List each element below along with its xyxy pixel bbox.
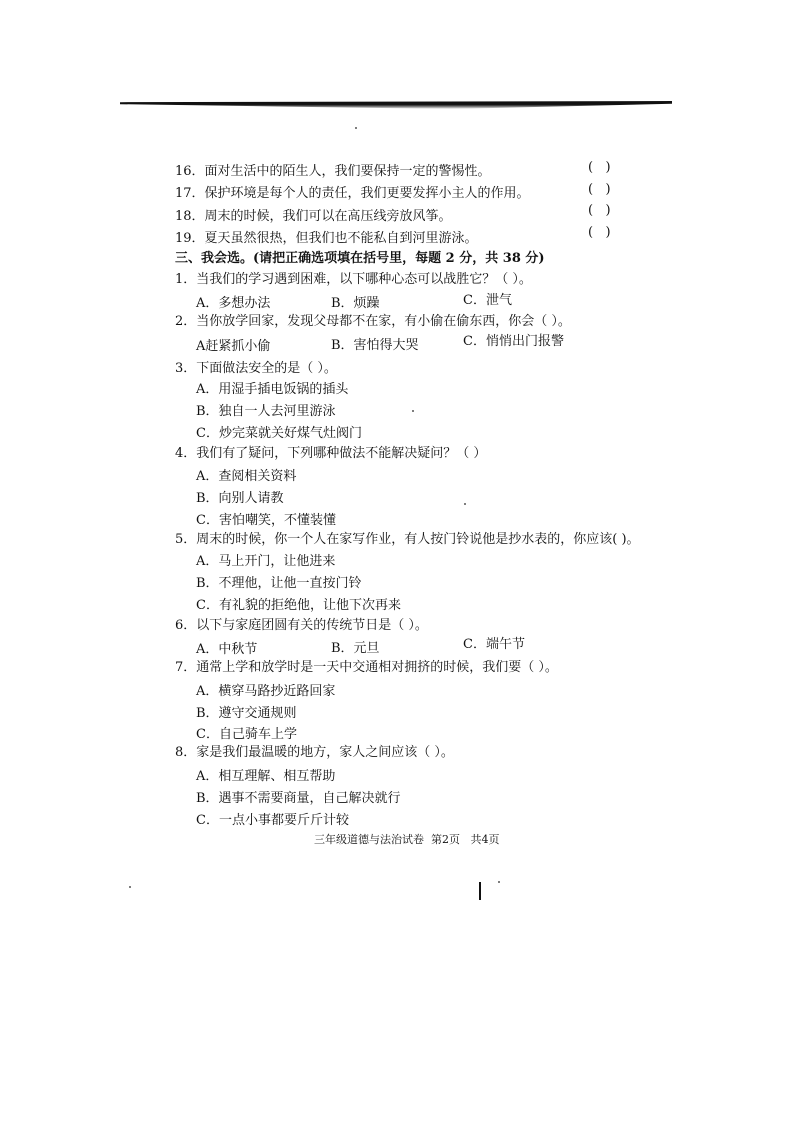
scan-dot xyxy=(498,881,500,883)
scan-mark xyxy=(479,882,481,900)
header-rule xyxy=(120,101,672,109)
question-stem: 5．周末的时候，你一个人在家写作业，有人按门铃说他是抄水表的，你应该( )。 xyxy=(175,532,640,547)
answer-paren-17[interactable]: ( ) xyxy=(588,182,611,197)
option-b: B．独自一人去河里游泳 xyxy=(196,404,336,419)
option-a: A．横穿马路抄近路回家 xyxy=(196,684,336,699)
judge-item-16: 16．面对生活中的陌生人，我们要保持一定的警惕性。 xyxy=(175,164,491,179)
question-stem: 1．当我们的学习遇到困难，以下哪种心态可以战胜它？（ ）。 xyxy=(175,272,532,287)
option-c: C．有礼貌的拒绝他，让他下次再来 xyxy=(196,598,401,613)
answer-paren-16[interactable]: ( ) xyxy=(588,160,611,175)
option-c: C．泄气 xyxy=(463,293,512,308)
question-stem: 4．我们有了疑问，下列哪种做法不能解决疑问？（ ） xyxy=(175,446,487,461)
option-c: C．端午节 xyxy=(463,637,525,652)
section-title: 三、我会选。(请把正确选项填在括号里，每题 2 分，共 38 分) xyxy=(175,251,545,266)
question-stem: 6．以下与家庭团圆有关的传统节日是（ ）。 xyxy=(175,618,428,633)
scan-dot xyxy=(129,886,131,888)
option-b: B．烦躁 xyxy=(331,296,380,311)
judge-item-18: 18．周末的时候，我们可以在高压线旁放风筝。 xyxy=(175,209,452,224)
option-b: B．不理他，让他一直按门铃 xyxy=(196,576,362,591)
option-c: C．一点小事都要斤斤计较 xyxy=(196,813,349,828)
option-c: C．自己骑车上学 xyxy=(196,727,297,742)
option-b: B．元旦 xyxy=(331,641,380,656)
judge-item-17: 17．保护环境是每个人的责任，我们更要发挥小主人的作用。 xyxy=(175,186,530,201)
option-b: B．遵守交通规则 xyxy=(196,706,297,721)
page-footer: 三年级道德与法治试卷 第2页 共4页 xyxy=(314,833,500,846)
judge-item-19: 19．夏天虽然很热，但我们也不能私自到河里游泳。 xyxy=(175,231,478,246)
option-c: C．炒完菜就关好煤气灶阀门 xyxy=(196,426,362,441)
option-b: B．遇事不需要商量，自己解决就行 xyxy=(196,791,401,806)
option-a: A．用湿手插电饭锅的插头 xyxy=(196,382,349,397)
option-a: A．中秋节 xyxy=(196,642,258,657)
option-b: B．向别人请教 xyxy=(196,491,284,506)
option-b: B．害怕得大哭 xyxy=(331,338,419,353)
option-a: A赶紧抓小偷 xyxy=(196,339,271,354)
option-a: A．查阅相关资料 xyxy=(196,469,297,484)
question-stem: 8．家是我们最温暖的地方，家人之间应该（ ）。 xyxy=(175,745,454,760)
scan-dot xyxy=(412,410,414,412)
option-a: A．多想办法 xyxy=(196,296,271,311)
scan-dot xyxy=(464,503,466,505)
question-stem: 2．当你放学回家，发现父母都不在家，有小偷在偷东西，你会（ ）。 xyxy=(175,314,571,329)
answer-paren-19[interactable]: ( ) xyxy=(588,225,611,240)
option-c: C．害怕嘲笑，不懂装懂 xyxy=(196,513,336,528)
answer-paren-18[interactable]: ( ) xyxy=(588,203,611,218)
scan-dot xyxy=(355,127,357,129)
option-c: C．悄悄出门报警 xyxy=(463,334,564,349)
question-stem: 3．下面做法安全的是（ ）。 xyxy=(175,361,337,376)
question-stem: 7．通常上学和放学时是一天中交通相对拥挤的时候，我们要（ ）。 xyxy=(175,660,558,675)
option-a: A．相互理解、相互帮助 xyxy=(196,769,336,784)
option-a: A．马上开门，让他进来 xyxy=(196,554,336,569)
